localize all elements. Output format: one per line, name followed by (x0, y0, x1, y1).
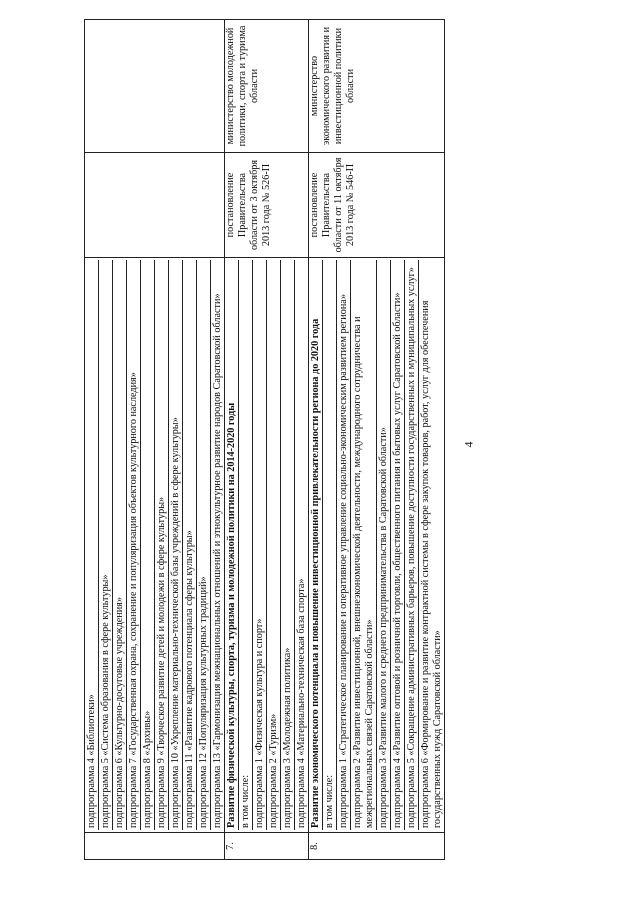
subprogram-line: подпрограмма 4 «Развитие оптовой и розничной торговли, общественного питания и бытовых услуг Саратовской области» (391, 260, 405, 830)
subprogram-line: подпрограмма 2 «Развитие инвестиционной, внешнеэкономической деятельности, международного сотрудничества и межрегиональных связей Саратовской области» (351, 260, 377, 830)
subprogram-line: подпрограмма 3 «Молодежная политика» (281, 260, 295, 830)
program-name-cell (309, 258, 445, 833)
document-cell: постановление Правительства области от 11 октября 2013 года № 546-П (309, 153, 445, 258)
row-number-cell (85, 833, 225, 860)
rotated-table-wrapper (84, 25, 443, 860)
subprogram-line: в том числе: (323, 260, 337, 830)
responsible-cell: министерство экономического развития и инвестиционной политики области (309, 20, 445, 153)
table-row-7 (225, 20, 309, 860)
subprogram-line: подпрограмма 6 «Формирование и развитие контрактной системы в сфере закупок товаров, работ, услуг для обеспечения государственных нужд Саратовской области» (420, 300, 443, 828)
responsible-cell: министерство молодежной политики, спорта и туризма области (225, 20, 309, 153)
responsible-cell (85, 20, 225, 153)
programs-table (84, 19, 445, 860)
subprogram-line: подпрограмма 13 «Гармонизация межнациональных отношений и этнокультурное развитие народов Саратовской области» (212, 293, 223, 828)
subprogram-line: подпрограмма 2 «Туризм» (267, 260, 281, 830)
subprogram-line: подпрограмма 6 «Культурно-досуговые учреждения» (113, 260, 127, 830)
program-title: Развитие физической культуры, спорта, туризма и молодежной политики на 2014-2020 годы (225, 260, 239, 830)
page-number: 4 (461, 441, 476, 448)
subprogram-line: подпрограмма 10 «Укрепление материально-технической базы учреждений в сфере культуры» (169, 260, 183, 830)
document-cell: постановление Правительства области от 3 октября 2013 года № 526-П (225, 153, 309, 258)
table-row-8 (309, 20, 445, 860)
subprogram-line: подпрограмма 1 «Физическая культура и спорт» (253, 260, 267, 830)
subprogram-line: подпрограмма 5 «Сокращение административных барьеров, повышение доступности государственных и муниципальных услуг» (405, 260, 419, 830)
subprogram-line: подпрограмма 9 «Творческое развитие детей и молодежи в сфере культуры» (155, 260, 169, 830)
table-row-continuation (85, 20, 225, 860)
subprogram-line: в том числе: (239, 260, 253, 830)
subprogram-line: подпрограмма 7 «Государственная охрана, сохранение и популяризация объектов культурного наследия» (127, 260, 141, 830)
row-number-cell: 8. (309, 833, 445, 860)
subprogram-line: подпрограмма 1 «Стратегическое планирование и оперативное управление социально-экономическим развитием региона» (337, 260, 351, 830)
program-name-cell (85, 258, 225, 833)
subprogram-line: подпрограмма 3 «Развитие малого и среднего предпринимательства в Саратовской области» (377, 260, 391, 830)
document-cell (85, 153, 225, 258)
row-number-cell: 7. (225, 833, 309, 860)
subprogram-line: подпрограмма 12 «Популяризация культурных традиций» (197, 260, 211, 830)
subprogram-line: подпрограмма 8 «Архивы» (141, 260, 155, 830)
subprogram-line: подпрограмма 5 «Система образования в сфере культуры» (99, 260, 113, 830)
subprogram-line: подпрограмма 4 «Библиотеки» (85, 260, 99, 830)
program-name-cell (225, 258, 309, 833)
subprogram-line: подпрограмма 4 «Материально-техническая база спорта» (296, 578, 307, 828)
program-title: Развитие экономического потенциала и повышение инвестиционной привлекательности региона до 2020 года (309, 260, 323, 830)
subprogram-line: подпрограмма 11 «Развитие кадрового потенциала сферы культуры» (183, 260, 197, 830)
